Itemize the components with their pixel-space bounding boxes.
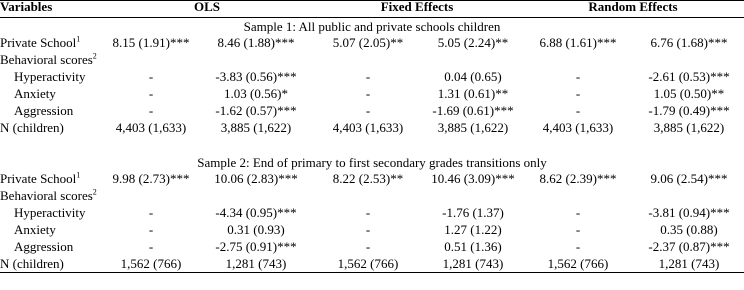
table-cell: -2.75 (0.91)*** (215, 239, 297, 254)
row-label (0, 85, 102, 102)
table-cell: 6.76 (1.68)*** (650, 35, 728, 50)
table-cell: 9.98 (2.73)*** (112, 171, 190, 186)
table-cell: - (148, 86, 154, 101)
table-cell: - (365, 205, 371, 220)
table-body (0, 18, 744, 273)
table-cell: - (575, 239, 581, 254)
table-row (0, 170, 744, 187)
table-cell: 4,403 (1,633) (332, 120, 404, 135)
table-cell: 1,281 (743) (424, 255, 522, 273)
table-cell: - (575, 205, 581, 220)
table-cell: 8.62 (2.39)*** (539, 171, 617, 186)
table-cell: - (365, 86, 371, 101)
table-cell: - (148, 205, 154, 220)
spacer-cell (0, 136, 744, 154)
row-label (0, 204, 102, 221)
row-label-text: Aggression (14, 103, 74, 118)
table-cell: -3.81 (0.94)*** (648, 205, 730, 220)
table-cell: - (148, 69, 154, 84)
table-cell: 3,885 (1,622) (653, 120, 725, 135)
table-cell (522, 51, 634, 68)
row-label-text: Anxiety (14, 222, 56, 237)
table-cell (102, 51, 200, 68)
footnote-marker: 1 (76, 34, 81, 44)
table-row (0, 119, 744, 136)
row-label-text: Aggression (14, 239, 74, 254)
table-cell: - (575, 86, 581, 101)
table-cell (200, 187, 312, 204)
table-row (0, 238, 744, 255)
table-row (0, 85, 744, 102)
random-effects-header: Random Effects (522, 0, 744, 18)
table-cell (312, 187, 424, 204)
sample-title: Sample 2: End of primary to first secondary grades transitions only (197, 154, 547, 170)
table-cell: - (365, 103, 371, 118)
table-row (0, 34, 744, 51)
table-cell: - (575, 69, 581, 84)
table-cell: 0.31 (0.93) (227, 222, 285, 237)
table-cell: 9.06 (2.54)*** (650, 171, 728, 186)
table-cell: -1.79 (0.49)*** (648, 103, 730, 118)
table-cell: 0.04 (0.65) (444, 69, 502, 84)
row-label (0, 102, 102, 119)
table-cell: 8.15 (1.91)*** (112, 35, 190, 50)
row-label-text: Anxiety (14, 86, 56, 101)
row-label-text: N (children) (0, 120, 64, 135)
row-label (0, 119, 102, 136)
ols-header: OLS (102, 0, 312, 18)
table-row (0, 68, 744, 85)
table-cell: -4.34 (0.95)*** (215, 205, 297, 220)
table-cell: -3.83 (0.56)*** (215, 69, 297, 84)
table-cell (522, 187, 634, 204)
table-cell: - (365, 69, 371, 84)
table-row (0, 51, 744, 68)
table-cell: - (575, 222, 581, 237)
table-cell: 0.51 (1.36) (444, 239, 502, 254)
row-label (0, 187, 102, 204)
table-cell: -1.76 (1.37) (442, 205, 504, 220)
table-cell: 5.07 (2.05)** (332, 35, 404, 50)
footnote-marker: 1 (76, 170, 81, 180)
table-cell: 6.88 (1.61)*** (539, 35, 617, 50)
table-cell: - (148, 222, 154, 237)
table-cell (634, 51, 744, 68)
table-cell: 5.05 (2.24)** (437, 35, 509, 50)
row-label-text: Hyperactivity (14, 69, 86, 84)
row-label-text: Private School (0, 171, 77, 186)
table-cell: 1.31 (0.61)** (437, 86, 509, 101)
row-label (0, 255, 102, 273)
row-label (0, 68, 102, 85)
row-label-text: Private School (0, 35, 77, 50)
table-cell (200, 51, 312, 68)
row-label-text: N (children) (0, 256, 64, 271)
table-cell: -1.69 (0.61)*** (432, 103, 514, 118)
row-label-text: Behavioral scores (0, 188, 93, 203)
spacer-row (0, 136, 744, 154)
table-cell: 1.05 (0.50)** (653, 86, 725, 101)
sample-title-row (0, 154, 744, 170)
table-cell: 1,281 (743) (634, 255, 744, 273)
table-cell: - (148, 239, 154, 254)
table-cell: 10.06 (2.83)*** (214, 171, 298, 186)
table-row (0, 204, 744, 221)
table-cell: 1.03 (0.56)* (224, 86, 288, 101)
sample-title: Sample 1: All public and private schools children (243, 18, 501, 34)
row-label (0, 221, 102, 238)
table-cell (634, 187, 744, 204)
table-cell: -1.62 (0.57)*** (215, 103, 297, 118)
table-cell: 4,403 (1,633) (542, 120, 614, 135)
table-row (0, 221, 744, 238)
table-cell: 10.46 (3.09)*** (431, 171, 515, 186)
table-cell: 1.27 (1.22) (444, 222, 502, 237)
row-label-text: Hyperactivity (14, 205, 86, 220)
table-cell: 3,885 (1,622) (220, 120, 292, 135)
sample-title-row (0, 18, 744, 35)
table-row (0, 102, 744, 119)
table-cell: - (365, 222, 371, 237)
row-label-text: Behavioral scores (0, 52, 93, 67)
table-cell (424, 187, 522, 204)
table-cell: - (365, 239, 371, 254)
footnote-marker: 2 (92, 187, 97, 197)
table-cell: 8.46 (1.88)*** (217, 35, 295, 50)
table-cell (312, 51, 424, 68)
table-header-row (0, 0, 744, 18)
table-cell: - (575, 103, 581, 118)
table-cell (102, 187, 200, 204)
row-label (0, 51, 102, 68)
table-cell: 1,281 (743) (200, 255, 312, 273)
variables-header: Variables (0, 0, 102, 18)
fixed-effects-header: Fixed Effects (312, 0, 522, 18)
table-cell: 3,885 (1,622) (437, 120, 509, 135)
footnote-marker: 2 (92, 51, 97, 61)
row-label (0, 238, 102, 255)
row-label (0, 34, 102, 51)
table-cell: 4,403 (1,633) (115, 120, 187, 135)
table-cell: - (148, 103, 154, 118)
table-cell: 0.35 (0.88) (660, 222, 718, 237)
table-cell: 1,562 (766) (312, 255, 424, 273)
table-row (0, 187, 744, 204)
table-cell (424, 51, 522, 68)
table-cell: -2.61 (0.53)*** (648, 69, 730, 84)
table-cell: 1,562 (766) (102, 255, 200, 273)
table-row (0, 255, 744, 273)
table-cell: 8.22 (2.53)** (332, 171, 404, 186)
row-label (0, 170, 102, 187)
table-cell: -2.37 (0.87)*** (648, 239, 730, 254)
table-cell: 1,562 (766) (522, 255, 634, 273)
